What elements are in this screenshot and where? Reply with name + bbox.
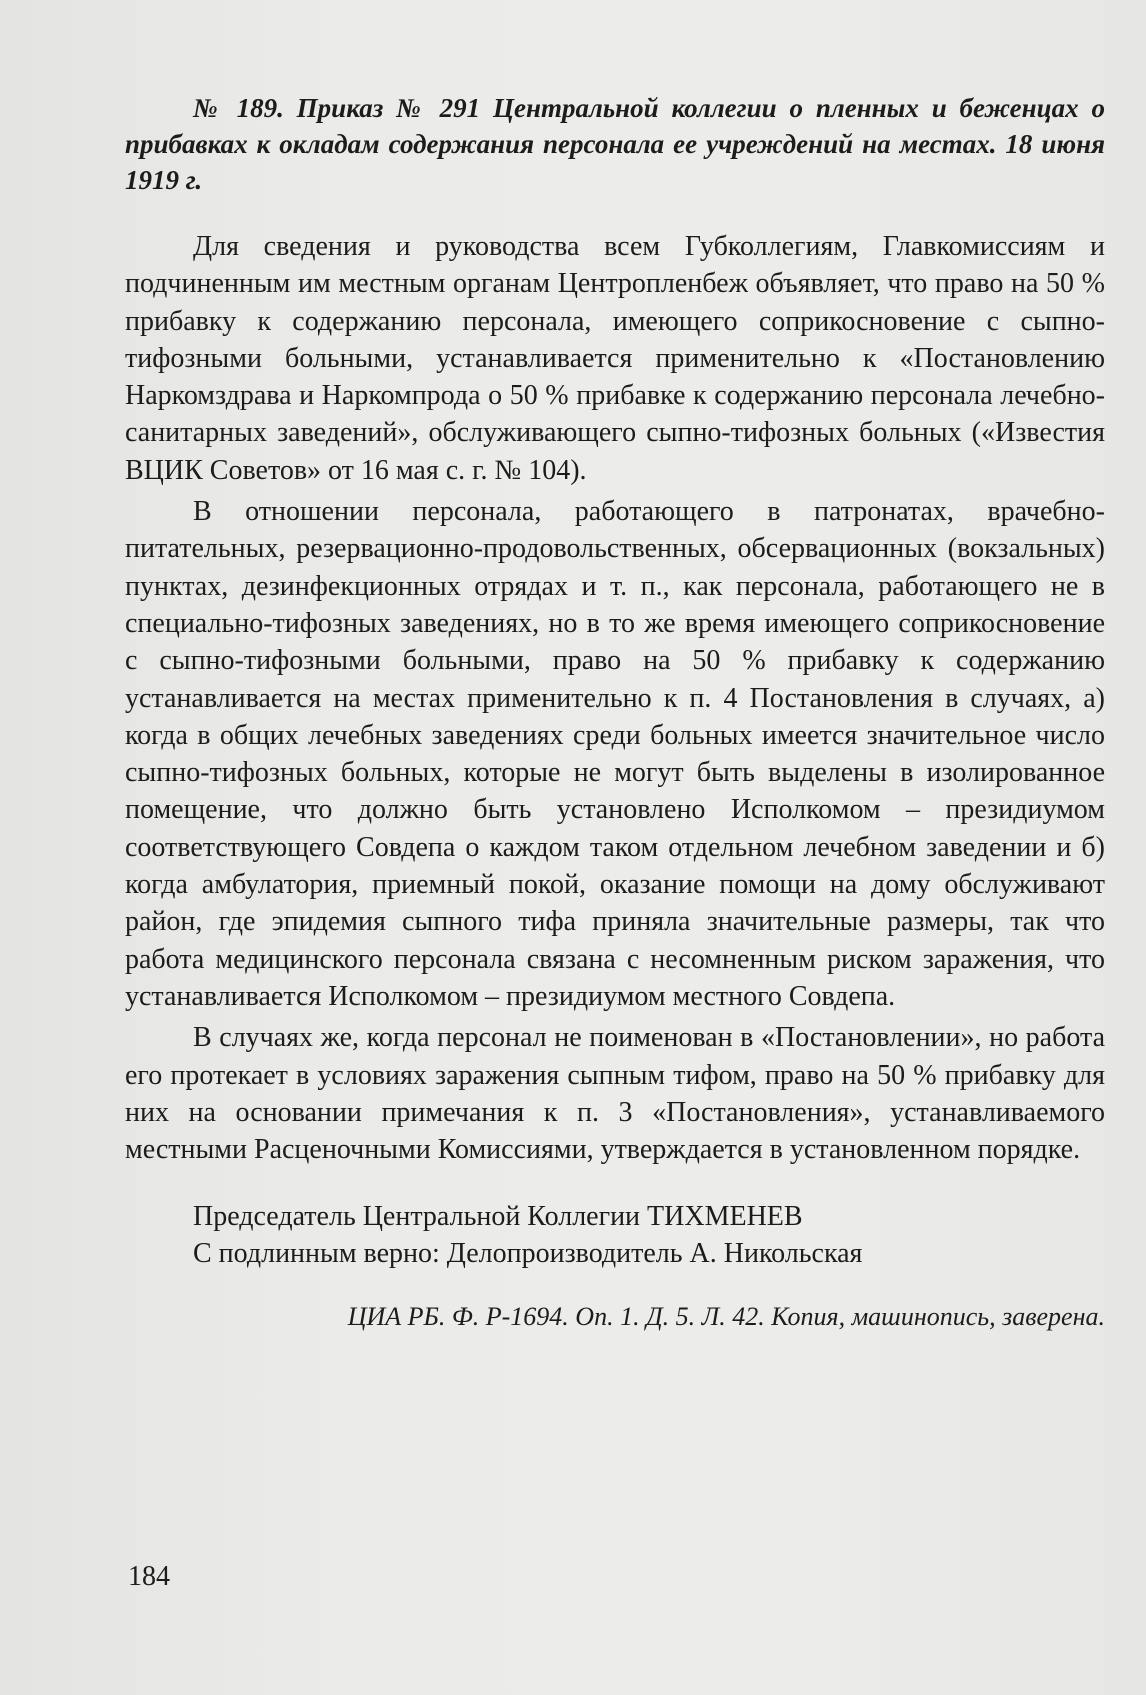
signature-certification: С подлинным верно: Делопроизводитель А. Никольская [193, 1238, 863, 1270]
paragraph-3: В случаях же, когда персонал не поименован в «Постановлении», но работа его протекает в условиях заражения сыпным тифом, право на 50 % прибавку для них на основании примечания к п. 3 «Постановления», устанавливаемого местными Расценочными Комиссиями, утверждается в установленном порядке. [125, 1022, 1105, 1166]
signature-block [125, 1198, 1105, 1272]
paragraph-1: Для сведения и руководства всем Губколлегиям, Главкомиссиям и подчиненным им местным органам Центропленбеж объявляет, что право на 50 % прибавку к содержанию персонала, имеющего соприкосновение с сыпно-тифозными больными, устанавливается применительно к «Постановлению Наркомздрава и Наркомпрода о 50 % прибавке к содержанию персонала лечебно-санитарных заведений», обслуживающего сыпно-тифозных больных («Известия ВЦИК Советов» от 16 мая с. г. № 104). [125, 231, 1105, 486]
document-heading: № 189. Приказ № 291 Центральной коллегии о пленных и беженцах о прибавках к окладам содержания персонала ее учреждений на местах. 18 июня 1919 г. [125, 93, 1105, 195]
paragraph-2: В отношении персонала, работающего в патронатах, врачебно-питательных, резервационно-продовольственных, обсервационных (вокзальных) пунктах, дезинфекционных отрядах и т. п., как персонала, работающего не в специально-тифозных заведениях, но в то же время имеющего соприкосновение с сыпно-тифозными больными, право на 50 % прибавку к содержанию устанавливается на местах применительно к п. 4 Постановления в случаях, а) когда в общих лечебных заведениях среди больных имеется значительное число сыпно-тифозных больных, которые не могут быть выделены в изолированное помещение, что должно быть установлено Исполкомом – президиумом соответствующего Совдепа о каждом таком отдельном лечебном заведении и б) когда амбулатория, приемный покой, оказание помощи на дому обслуживают район, где эпидемия сыпного тифа приняла значительные размеры, так что работа медицинского персонала связана с несомненным риском заражения, что устанавливается Исполкомом – президиумом местного Совдепа. [125, 496, 1105, 1012]
document-body [125, 90, 1105, 1334]
archive-source: ЦИА РБ. Ф. Р-1694. Оп. 1. Д. 5. Л. 42. Копия, машинопись, заверена. [347, 1302, 1105, 1332]
page-number: 184 [128, 1561, 170, 1592]
signature-chairman: Председатель Центральной Коллегии ТИХМЕНЕВ [193, 1201, 803, 1233]
